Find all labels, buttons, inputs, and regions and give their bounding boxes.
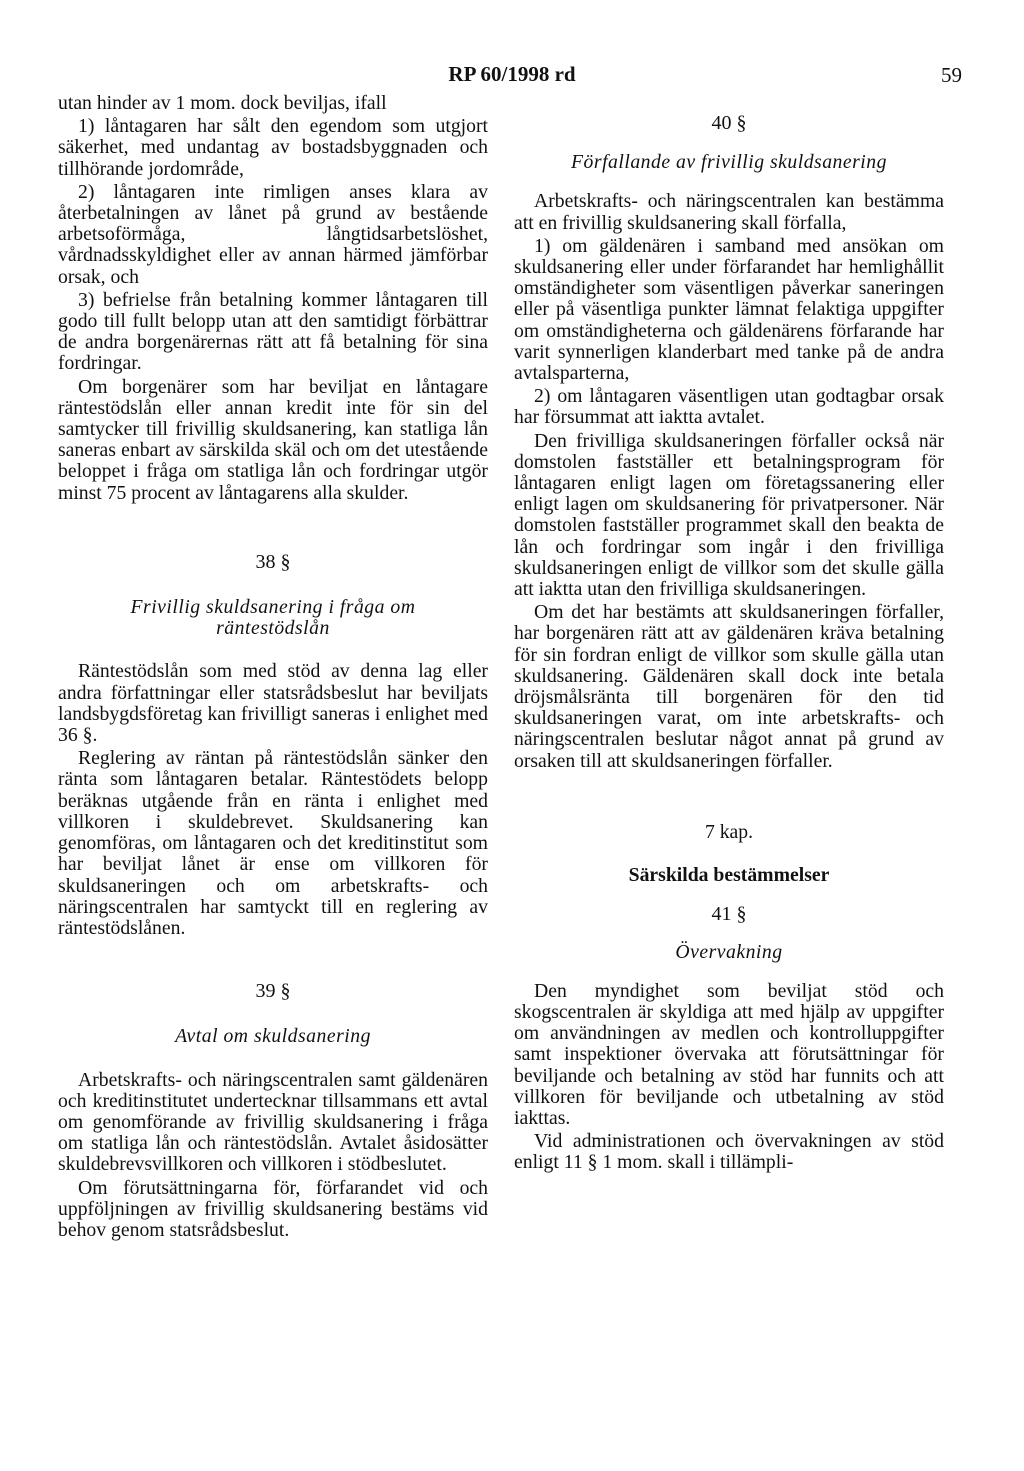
right-column [514, 93, 944, 1176]
paragraph: Vid administrationen och övervakningen av stöd enligt 11 § 1 mom. skall i tillämpli- [514, 1130, 944, 1174]
paragraph: Arbetskrafts- och näringscentralen kan bestämma att en frivillig skuldsanering skall förfalla, [514, 190, 944, 234]
section-title-41: Övervakning [675, 940, 783, 963]
paragraph: Den myndighet som beviljat stöd och skogscentralen är skyldiga att med hjälp av uppgifter om användningen av medlen och kontrolluppgifter samt inspektioner övervaka att förutsättningar för beviljande och betalning av stöd har funnits och att villkoren för beviljande och utbetalning av stöd iakttas. [514, 979, 944, 1129]
paragraph: utan hinder av 1 mom. dock beviljas, ifall [58, 92, 387, 114]
section-title-40: Förfallande av frivillig skuldsanering [571, 151, 887, 174]
page-number: 59 [941, 63, 962, 87]
chapter-title: Särskilda bestämmelser [628, 864, 830, 887]
paragraph: Den frivilliga skuldsaneringen förfaller också när domstolen fastställer ett betalningsprogram för låntagaren enligt lagen om företagssanering eller enligt lagen om skuldsanering för privatpersoner. När domstolen fastställer programmet skall den beakta de lån och fordringar som ingår i den frivilliga skuldsaneringen enligt de villkor som det skulle gälla att iaktta utan den frivilliga skuldsaneringen. [514, 429, 944, 601]
page-header-title: RP 60/1998 rd [448, 62, 576, 86]
section-number-40: 40 § [711, 112, 747, 134]
left-column [58, 93, 488, 1243]
paragraph: Om förutsättningarna för, förfarandet vid och uppföljningen av frivillig skuldsanering bestäms vid behov genom statsrådsbeslut. [58, 1176, 488, 1241]
paragraph: 3) befrielse från betalning kommer låntagaren till godo till fullt belopp utan att den samtidigt förbättrar de andra borgenärernas rätt att få betalning för sina fordringar. [58, 288, 488, 375]
section-number-38: 38 § [255, 550, 291, 573]
paragraph: 2) låntagaren inte rimligen anses klara av återbetalningen av lånet på grund av bestående arbetsoförmåga, långtidsarbetslöshet, vårdnadsskyldighet eller av annan härmed jämförbar orsak, och [58, 180, 488, 288]
paragraph: 1) låntagaren har sålt den egendom som utgjort säkerhet, med undantag av bostadsbyggnaden och tillhörande jordområde, [58, 115, 488, 180]
section-number-41: 41 § [711, 903, 747, 926]
paragraph: 1) om gäldenären i samband med ansökan om skuldsanering eller under förfarandet har hemlighållit omständigheter som väsentligen påverkar saneringen eller på väsentliga punkter lämnat felaktiga uppgifter om omständigheterna och gäldenärens förfarande har varit synnerligen klanderbart med tanke på de andra avtalsparterna, [514, 234, 944, 385]
section-title-38: Frivillig skuldsanering i fråga om räntestödslån [130, 596, 416, 640]
section-title-39: Avtal om skuldsanering [175, 1025, 371, 1048]
paragraph: Reglering av räntan på räntestödslån sänker den ränta som låntagaren betalar. Räntestödets belopp beräknas utgående från en ränta i enlighet med villkoren i skuldebrevet. Skuldsanering kan genomföras, om låntagaren och det kreditinstitut som har beviljat lånet är ense om villkoren för skuldsaneringen och om arbetskrafts- och näringscentralen har samtyckt till en reglering av räntestödslånen. [58, 747, 488, 939]
paragraph: Räntestödslån som med stöd av denna lag eller andra författningar eller statsrådsbeslut har beviljats landsbygdsföretag kan frivilligt saneras i enlighet med 36 §. [58, 660, 488, 747]
paragraph: Arbetskrafts- och näringscentralen samt gäldenären och kreditinstitutet undertecknar tillsammans ett avtal om genomförande av frivillig skuldsanering i fråga om statliga lån och räntestödslån. Avtalet åsidosätter skuldebrevsvillkoren och villkoren i stödbeslutet. [58, 1068, 488, 1176]
paragraph: Om borgenärer som har beviljat en låntagare räntestödslån eller annan kredit inte för sin del samtycker till frivillig skuldsanering, kan statliga lån saneras enbart av särskilda skäl och om det utestående beloppet i fråga om statliga lån och fordringar utgör minst 75 procent av låntagarens alla skulder. [58, 375, 488, 504]
chapter-number: 7 kap. [704, 820, 754, 843]
paragraph: Om det har bestämts att skuldsaneringen förfaller, har borgenären rätt att av gäldenären kräva betalning för sin fordran enligt de villkor som skulle gälla utan skuldsanering. Gäldenären skall dock inte betala dröjsmålsränta till borgenären för den tid skuldsaneringen varat, om inte arbetskrafts- och näringscentralen beslutar något annat på grund av orsaken till att skuldsaneringen förfaller. [514, 601, 944, 772]
paragraph: 2) om låntagaren väsentligen utan godtagbar orsak har försummat att iaktta avtalet. [514, 385, 944, 429]
section-number-39: 39 § [255, 980, 291, 1003]
